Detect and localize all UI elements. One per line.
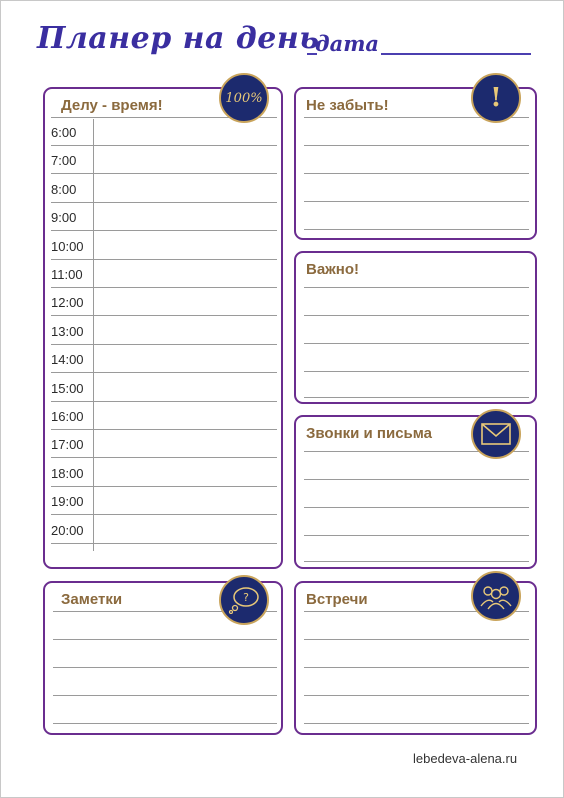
line <box>304 723 529 724</box>
envelope-badge <box>471 409 521 459</box>
line <box>304 201 529 202</box>
line <box>304 535 529 536</box>
calls-title: Звонки и письма <box>306 425 433 442</box>
svg-text:?: ? <box>243 591 249 604</box>
time-slot-line <box>51 344 277 345</box>
important-box <box>294 251 537 404</box>
exclamation-icon: ! <box>490 83 502 113</box>
time-slot-line <box>51 202 277 203</box>
time-label: 16:00 <box>51 409 84 424</box>
time-slot-line <box>51 457 277 458</box>
time-label: 8:00 <box>51 181 77 197</box>
line <box>304 343 529 344</box>
time-label: 6:00 <box>51 125 77 140</box>
time-slot-line <box>51 315 277 316</box>
meetings-title: Встречи <box>306 591 368 608</box>
time-label: 11:00 <box>51 267 83 282</box>
time-label: 9:00 <box>51 210 77 226</box>
time-label: 7:00 <box>51 153 77 169</box>
time-label: 13:00 <box>51 323 84 339</box>
page-title: Планер на день <box>37 21 320 56</box>
time-label: 18:00 <box>51 465 84 481</box>
exclamation-badge <box>471 73 521 123</box>
line <box>53 695 277 696</box>
line <box>304 695 529 696</box>
line <box>304 145 529 146</box>
time-label: 12:00 <box>51 295 84 311</box>
date-field[interactable] <box>381 53 531 55</box>
time-slot-line <box>51 173 277 174</box>
line <box>304 229 529 230</box>
line <box>304 479 529 480</box>
schedule-title: Делу - время! <box>61 97 163 114</box>
percent-icon: 100% <box>225 90 263 106</box>
time-slot-line <box>51 372 277 373</box>
time-slot-line <box>51 486 277 487</box>
envelope-icon <box>481 423 511 445</box>
people-badge <box>471 571 521 621</box>
thought-badge <box>219 575 269 625</box>
line <box>53 639 277 640</box>
line <box>304 397 529 398</box>
line <box>304 315 529 316</box>
notes-title: Заметки <box>61 591 123 608</box>
line <box>304 287 529 288</box>
people-icon <box>479 582 513 610</box>
time-slot-line <box>51 543 277 544</box>
line <box>304 173 529 174</box>
time-slot-line <box>51 145 277 146</box>
line <box>53 667 277 668</box>
important-title: Важно! <box>306 261 360 278</box>
date-label: дата <box>315 31 380 56</box>
dont-forget-title: Не забыть! <box>306 97 389 114</box>
line <box>304 639 529 640</box>
schedule-box <box>43 87 283 569</box>
time-label: 20:00 <box>51 522 84 538</box>
time-label: 17:00 <box>51 437 84 453</box>
time-label: 14:00 <box>51 352 84 368</box>
time-slot-line <box>51 287 277 288</box>
line <box>304 561 529 562</box>
time-label: 19:00 <box>51 494 84 510</box>
line <box>304 667 529 668</box>
thought-bubble-icon <box>228 586 260 614</box>
time-label: 10:00 <box>51 238 84 254</box>
line <box>304 371 529 372</box>
time-slot-line <box>51 514 277 515</box>
line <box>304 507 529 508</box>
time-slot-line <box>51 401 277 402</box>
time-slot-line <box>51 259 277 260</box>
footer-site: lebedeva-alena.ru <box>413 751 518 766</box>
time-label: 15:00 <box>51 380 84 396</box>
time-slot-line <box>51 230 277 231</box>
line <box>53 723 277 724</box>
percent-badge <box>219 73 269 123</box>
time-slot-line <box>51 429 277 430</box>
